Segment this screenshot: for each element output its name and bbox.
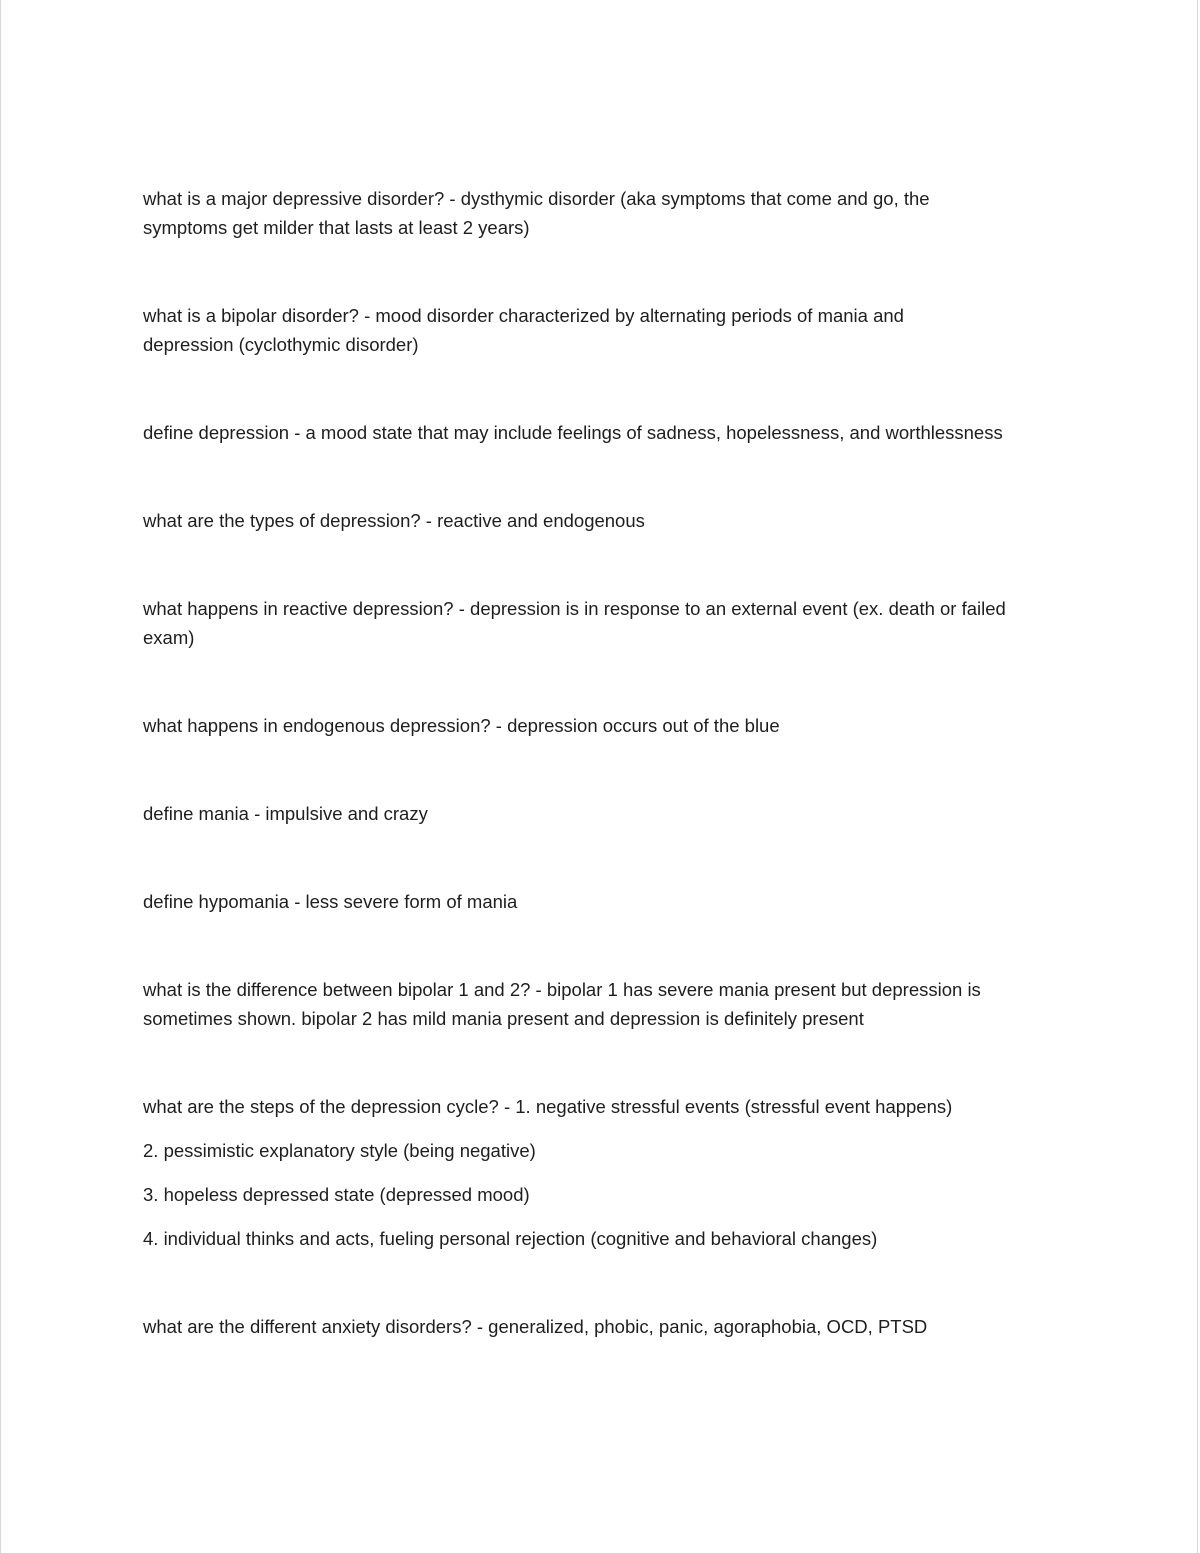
flashcard-entry: define hypomania - less severe form of mania [143,891,518,912]
step-item: 4. individual thinks and acts, fueling personal rejection (cognitive and behavioral changes) [143,1228,878,1249]
flashcard-entry: what are the different anxiety disorders? - generalized, phobic, panic, agoraphobia, OCD, PTSD [143,1316,928,1337]
flashcard-entry-steps [143,1092,1073,1253]
flashcard-entry: what happens in endogenous depression? - depression occurs out of the blue [143,715,780,736]
flashcard-question-line: what are the steps of the depression cycle? - 1. negative stressful events (stressful event happens) [143,1096,953,1117]
flashcard-entry: what is a bipolar disorder? - mood disorder characterized by alternating periods of mania and depression (cyclothymic disorder) [143,305,904,355]
step-item: 2. pessimistic explanatory style (being negative) [143,1140,536,1161]
flashcard-entry: define mania - impulsive and crazy [143,803,428,824]
flashcard-entry: what is a major depressive disorder? - dysthymic disorder (aka symptoms that come and go, the symptoms get milder that lasts at least 2 years) [143,188,930,238]
step-item: 3. hopeless depressed state (depressed mood) [143,1184,530,1205]
flashcard-entry: what is the difference between bipolar 1 and 2? - bipolar 1 has severe mania present but depression is sometimes shown. bipolar 2 has mild mania present and depression is definitely present [143,979,981,1029]
flashcard-entry: what are the types of depression? - reactive and endogenous [143,510,645,531]
flashcard-entry: define depression - a mood state that may include feelings of sadness, hopelessness, and worthlessness [143,422,1003,443]
document-body [143,184,1073,1400]
flashcard-entry: what happens in reactive depression? - depression is in response to an external event (ex. death or failed exam) [143,598,1006,648]
